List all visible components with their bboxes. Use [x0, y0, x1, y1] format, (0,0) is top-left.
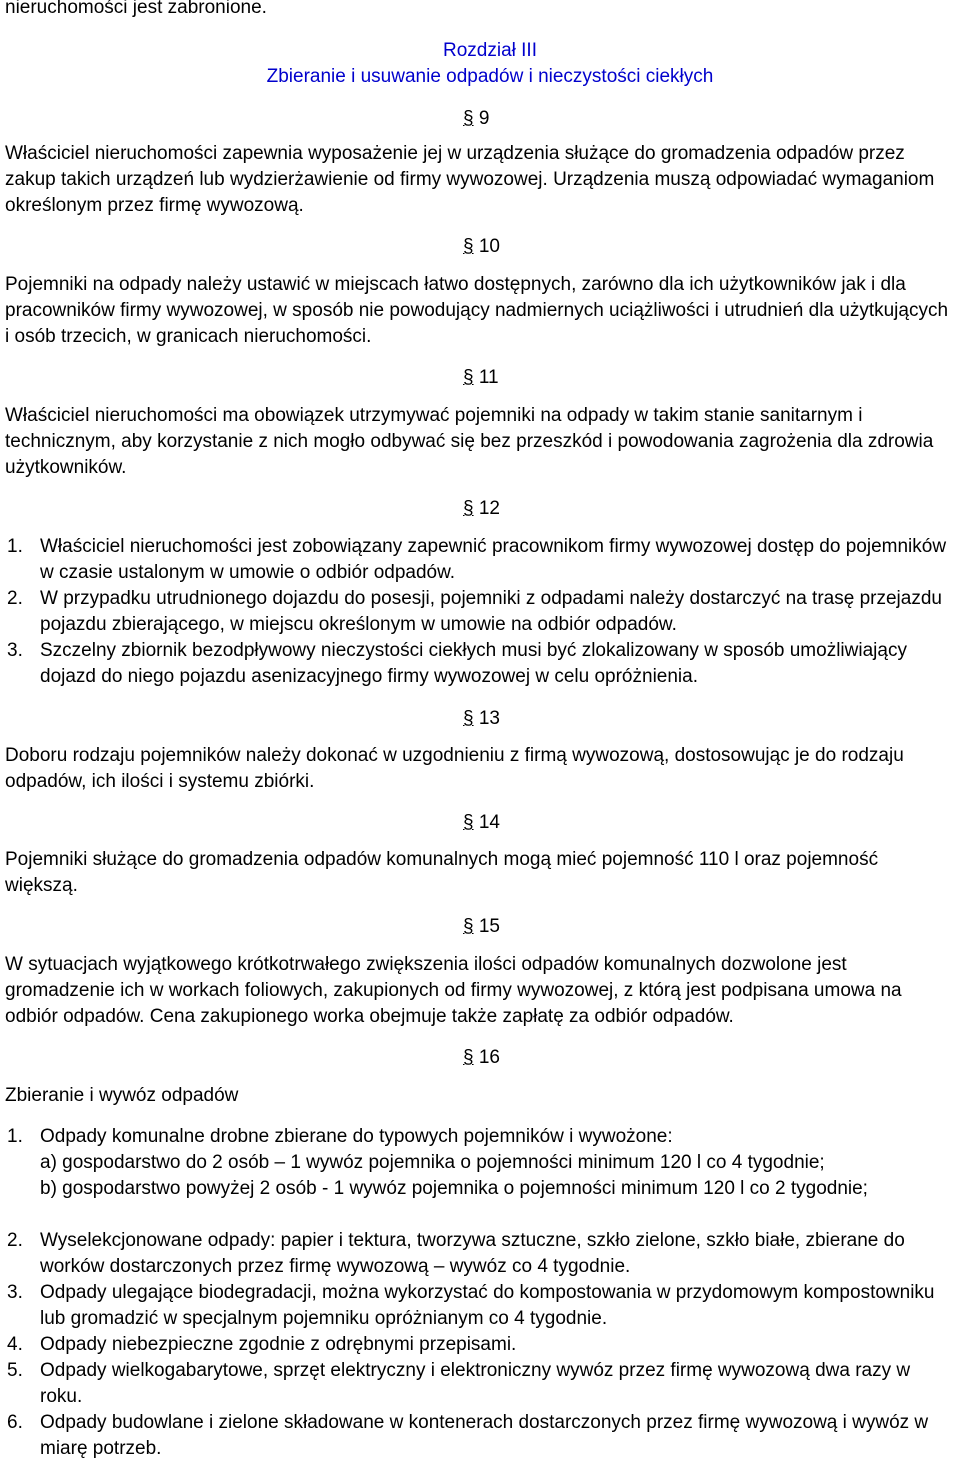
section-sign: § — [463, 367, 474, 388]
list-item-number: 4. — [7, 1334, 23, 1355]
list-item-number: 2. — [7, 588, 23, 609]
section-heading-13 — [463, 706, 500, 732]
list-item-number: 1. — [7, 1126, 23, 1147]
section-heading-14 — [463, 810, 500, 836]
section-sign: § — [463, 1047, 474, 1068]
list-subitem-text: b) gospodarstwo powyżej 2 osób - 1 wywóz pojemnika o pojemności minimum 120 l co 2 tygodnie; — [40, 1178, 868, 1199]
section-number: 16 — [478, 1047, 500, 1068]
top-line: nieruchomości jest zabronione. — [5, 0, 267, 18]
list-item-text: Wyselekcjonowane odpady: papier i tektura, tworzywa sztuczne, szkło zielone, szkło białe, zbierane do worków dostarczonych przez firmę wywozową – wywóz co 4 tygodnie. — [40, 1230, 905, 1277]
chapter-title: Rozdział III — [443, 40, 537, 61]
list-item-text: Odpady niebezpieczne zgodnie z odrębnymi przepisami. — [40, 1334, 517, 1355]
chapter-subtitle: Zbieranie i usuwanie odpadów i nieczystości ciekłych — [266, 66, 714, 87]
section-15-text: W sytuacjach wyjątkowego krótkotrwałego zwiększenia ilości odpadów komunalnych dozwolone jest gromadzenie ich w workach foliowych, zakupionych od firmy wywozowej, z którą jest podpisana umowa na odbiór odpadów. Cena zakupionego worka obejmuje także zapłatę za odbiór odpadów. — [5, 954, 902, 1027]
section-9-text: Właściciel nieruchomości zapewnia wyposażenie jej w urządzenia służące do gromadzenia odpadów przez zakup takich urządzeń lub wydzierżawienie od firmy wywozowej. Urządzenia muszą odpowiadać wymaganiom określonym przez firmę wywozową. — [5, 143, 935, 216]
section-heading-12 — [463, 496, 500, 522]
section-number: 11 — [478, 367, 499, 388]
section-11-text: Właściciel nieruchomości ma obowiązek utrzymywać pojemniki na odpady w takim stanie sanitarnym i technicznym, aby korzystanie z nich mogło odbywać się bez przeszkód i powodowania zagrożenia dla zdrowia użytkowników. — [5, 405, 934, 478]
section-heading-11 — [463, 365, 499, 391]
list-item-text: Szczelny zbiornik bezodpływowy nieczystości ciekłych musi być zlokalizowany w sposób umożliwiający dojazd do niego pojazdu asenizacyjnego firmy wywozowej w celu opróżnienia. — [40, 640, 907, 687]
section-heading-10 — [463, 234, 500, 260]
section-number: 10 — [478, 236, 500, 257]
section-sign: § — [463, 108, 474, 129]
list-item-text: Odpady ulegające biodegradacji, można wykorzystać do kompostowania w przydomowym kompostowniku lub gromadzić w specjalnym pojemniku opróżnianym co 4 tygodnie. — [40, 1282, 935, 1329]
section-sign: § — [463, 236, 474, 257]
section-number: 14 — [478, 812, 500, 833]
list-item-number: 3. — [7, 640, 23, 661]
section-heading-16 — [463, 1045, 500, 1071]
section-heading-9 — [463, 106, 489, 132]
section-number: 12 — [478, 498, 500, 519]
list-item-number: 6. — [7, 1412, 23, 1433]
section-number: 9 — [478, 108, 490, 129]
list-item-number: 2. — [7, 1230, 23, 1251]
section-sign: § — [463, 708, 474, 729]
section-13-text: Doboru rodzaju pojemników należy dokonać w uzgodnieniu z firmą wywozową, dostosowując je do rodzaju odpadów, ich ilości i systemu zbiórki. — [5, 745, 904, 792]
list-item-number: 3. — [7, 1282, 23, 1303]
section-sign: § — [463, 498, 474, 519]
section-10-text: Pojemniki na odpady należy ustawić w miejscach łatwo dostępnych, zarówno dla ich użytkowników jak i dla pracowników firmy wywozowej, w sposób nie powodujący nadmiernych uciążliwości i utrudnień dla użytkujących i osób trzecich, w granicach nieruchomości. — [5, 274, 949, 347]
section-sign: § — [463, 812, 474, 833]
list-item-text: Odpady komunalne drobne zbierane do typowych pojemników i wywożone: — [40, 1126, 673, 1147]
list-item-text: Odpady budowlane i zielone składowane w kontenerach dostarczonych przez firmę wywozową i wywóz w miarę potrzeb. — [40, 1412, 929, 1459]
list-item-number: 1. — [7, 536, 23, 557]
list-item-text: Odpady wielkogabarytowe, sprzęt elektryczny i elektroniczny wywóz przez firmę wywozową dwa razy w roku. — [40, 1360, 911, 1407]
section-number: 13 — [478, 708, 500, 729]
list-item-text: Właściciel nieruchomości jest zobowiązany zapewnić pracownikom firmy wywozowej dostęp do pojemników w czasie ustalonym w umowie o odbiór odpadów. — [40, 536, 947, 583]
list-subitem-text: a) gospodarstwo do 2 osób – 1 wywóz pojemnika o pojemności minimum 120 l co 4 tygodnie; — [40, 1152, 825, 1173]
section-16-heading: Zbieranie i wywóz odpadów — [5, 1085, 239, 1106]
list-item-text: W przypadku utrudnionego dojazdu do posesji, pojemniki z odpadami należy dostarczyć na trasę przejazdu pojazdu zbierającego, w miejscu określonym w umowie na odbiór odpadów. — [40, 588, 942, 635]
list-item-number: 5. — [7, 1360, 23, 1381]
section-number: 15 — [478, 916, 500, 937]
section-heading-15 — [463, 914, 500, 940]
section-sign: § — [463, 916, 474, 937]
section-14-text: Pojemniki służące do gromadzenia odpadów komunalnych mogą mieć pojemność 110 l oraz pojemność większą. — [5, 849, 879, 896]
